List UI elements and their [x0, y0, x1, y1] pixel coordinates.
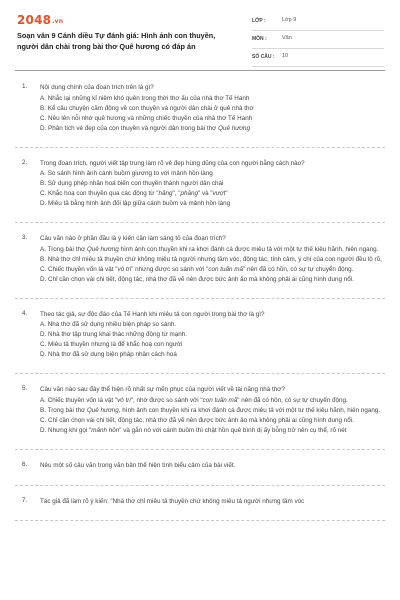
question-number: 2. — [22, 158, 28, 166]
question-3 — [0, 234, 400, 299]
document-header — [0, 0, 400, 72]
answer-option: D. Chỉ cần chọn vài chi tiết, động tác, nhà thơ đã vẽ nên được bức ảnh ảo mà không phải ai cũng hình dung nổi. — [40, 275, 354, 283]
meta-label: SỐ CÂU : — [252, 54, 275, 60]
question-2 — [0, 159, 400, 224]
question-number: 7. — [22, 496, 28, 504]
answer-option: B. Nhà thơ chỉ miêu tả thuyền chứ không miêu tả người nhưng tầm vóc, động tác, tính cảm, ý chí của con người đều lộ rõ, — [40, 255, 382, 263]
answer-option: C. Chỉ cần chọn vài chi tiết, động tác, nhà thơ đã vẽ nên được bức ảnh ảo mà không phải ai cũng hình dung nổi. — [40, 416, 354, 424]
answer-option: C. Khắc hoạ con thuyền qua các động từ "hăng", "phăng" và "vượt" — [40, 190, 228, 198]
site-logo[interactable] — [17, 13, 63, 27]
question-text: Câu văn nào ở phần đầu là ý kiến cần làm sáng tỏ của đoạn trích? — [40, 235, 226, 243]
meta-value: Văn — [282, 35, 292, 41]
question-text: Theo tác giả, sự độc đáo của Tế Hanh khi miêu tả con người trong bài thơ là gì? — [40, 310, 265, 318]
question-4 — [0, 310, 400, 375]
question-number: 5. — [22, 385, 28, 393]
answer-option: A. Trong bài thơ Quê hương hình ảnh con thuyền khi ra khơi đánh cá được miêu tả với một tư thế kiêu hãnh, hiên ngang. — [40, 245, 379, 253]
header-divider — [15, 70, 385, 71]
meta-label: LỚP : — [252, 18, 266, 24]
answer-option: D. Nhưng khi gọi "mảnh hồn" và gắn nó với cánh buồm thì chật hồn quê bình dị ấy bỗng trở nên cụ thể, rõ nét — [40, 426, 347, 434]
question-number: 1. — [22, 83, 28, 90]
answer-option: A. Nhà thơ đã sử dụng nhiều biện pháp so sánh. — [40, 321, 177, 329]
document-meta — [252, 13, 384, 67]
answer-option: B. Trong bài thơ Quê hương, hình ảnh con thuyền khi ra khơi đánh cá được miêu tả với một tư thế kiêu hãnh, hiên ngang. — [40, 406, 381, 414]
question-7 — [0, 497, 400, 522]
question-number: 3. — [22, 234, 28, 242]
question-text: Nội dung chính của đoạn trích trên là gì? — [40, 84, 154, 91]
meta-value: 10 — [282, 53, 289, 59]
answer-option: D. Nhà thơ tập trung khai thác những động từ mạnh. — [40, 331, 187, 339]
question-5 — [0, 385, 400, 450]
answer-option: B. Sử dụng phép nhân hoá biến con thuyền thành người dân chài — [40, 180, 224, 188]
logo-suffix: .vn — [52, 18, 64, 25]
meta-value: Lớp 9 — [282, 17, 297, 23]
answer-option: A. So sánh hình ảnh cánh buồm giương to với mảnh hồn làng — [40, 170, 213, 178]
question-6 — [0, 461, 400, 486]
meta-row-class — [252, 13, 384, 31]
question-text: Nêu một số câu văn trong văn bản thể hiện tình biểu cảm của bài viết. — [40, 461, 236, 469]
logo-text: 2048 — [17, 13, 52, 27]
question-text: Câu văn nào sau đây thể hiện rõ nhất sự mến phục của người viết về tài năng nhà thơ? — [40, 386, 285, 394]
question-text: Tác giả đã làm rõ ý kiến: "Nhà thơ chỉ miêu tả thuyền chứ không miêu tả người nhưng tầm vóc — [40, 497, 305, 505]
answer-option: C. Nêu lên nỗi nhớ quê hương và những chiếc thuyền của nhà thơ Tế Hanh — [40, 114, 253, 122]
question-text: Trong đoạn trích, người viết tập trung làm rõ vẻ đẹp hùng dũng của con người bằng cách nào? — [40, 159, 305, 167]
question-list — [0, 83, 400, 532]
answer-option: C. Miêu tả thuyền nhưng là để khắc hoạ con người — [40, 341, 183, 349]
answer-option: B. Kể câu chuyện căm động về con thuyền và người dân chài ở quê nhà thơ — [40, 104, 254, 112]
question-number: 4. — [22, 309, 28, 317]
meta-row-subject — [252, 31, 384, 49]
answer-option: D. Miêu tả bằng hình ảnh đối lập giữa cánh buồm và mảnh hồn làng — [40, 200, 231, 208]
document-title: Soạn văn 9 Cánh diều Tự đánh giá: Hình ảnh con thuyền, người dân chài trong bài thơ Quê hương có đáp án — [17, 31, 216, 51]
meta-row-count — [252, 49, 384, 67]
answer-option: D. Phân tích vẻ đẹp của con thuyền và người dân trong bài thơ Quê hương — [40, 124, 251, 132]
question-1 — [0, 83, 400, 148]
answer-option: A. Nhắc lại những kỉ niệm khó quên trong thời thơ ấu của nhà thơ Tế Hanh — [40, 94, 250, 102]
question-number: 6. — [22, 460, 28, 468]
answer-option: C. Chiếc thuyền vốn là vật "vô tri" nhưng được so sánh với "con tuấn mã" nên đã có hồn, có sự tự chuyển động. — [40, 265, 354, 273]
answer-option: A. Chiếc thuyền vốn là vật "vô tri", nhờ được so sánh với "con tuấn mã" nên đã có hồn, có sự tự chuyển động. — [40, 396, 348, 404]
answer-option: D. Nhà thơ đã sử dụng biện pháp nhân cách hoá — [40, 351, 177, 359]
meta-label: MÔN : — [252, 36, 267, 42]
